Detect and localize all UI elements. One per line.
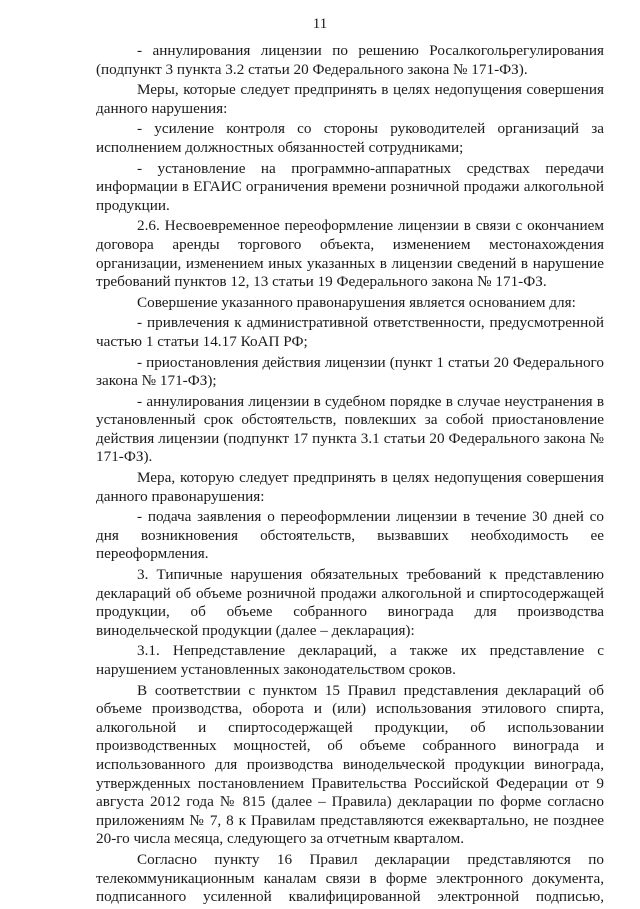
paragraph: - приостановления действия лицензии (пункт 1 статьи 20 Федерального закона № 171-ФЗ); (96, 353, 604, 390)
paragraph: 2.6. Несвоевременное переоформление лицензии в связи с окончанием договора аренды торгового объекта, изменением местонахождения организации, изменением иных указанных в лицензии сведений в нарушение требований пунктов 12, 13 статьи 19 Федерального закона № 171-ФЗ. (96, 217, 604, 291)
section-heading-paragraph: 3. Типичные нарушения обязательных требований к представлению деклараций об объеме розничной продажи алкогольной и спиртосодержащей продукции, об объеме собранного винограда для производства винодельческой продукции (далее – декларация): (96, 566, 604, 639)
paragraph: Согласно пункту 16 Правил декларации представляются по телекоммуникационным каналам связи в форме электронного документа, подписанного усиленной квалифицированной электронной подписью, (96, 850, 604, 906)
paragraph: Совершение указанного правонарушения является основанием для: (137, 293, 576, 311)
subsection-heading-paragraph: 3.1. Непредставление деклараций, а также их представление с нарушением установленных законодательством сроков. (96, 642, 604, 678)
paragraph: - установление на программно-аппаратных средствах передачи информации в ЕГАИС ограничения времени розничной продажи алкогольной продукции. (96, 159, 604, 214)
paragraph: В соответствии с пунктом 15 Правил представления деклараций об объеме производства, оборота и (или) использования этилового спирта, алкогольной и спиртосодержащей продукции, об использовании производственных мощностей, об объеме собранного винограда и использованного для производства винодельческой продукции винограда, утвержденных постановлением Правительства Российской Федерации от 9 августа 2012 года № 815 (далее – Правила) декларации по форме согласно приложениям № 7, 8 к Правилам представляются ежеквартально, не позднее 20-го числа месяца, следующего за отчетным кварталом. (96, 681, 604, 848)
paragraph: - аннулирования лицензии по решению Росалкогольрегулирования (подпункт 3 пункта 3.2 статьи 20 Федерального закона № 171-ФЗ). (96, 42, 604, 78)
document-body (96, 42, 604, 909)
paragraph: - аннулирования лицензии в судебном порядке в случае неустранения в установленный срок обстоятельств, повлекших за собой приостановление действия лицензии (подпункт 17 пункта 3.1 статьи 20 Федерального закона № 171-ФЗ). (96, 392, 604, 466)
paragraph: - подача заявления о переоформлении лицензии в течение 30 дней со дня возникновения обстоятельств, вызвавших необходимость ее переоформления. (96, 508, 604, 563)
paragraph: - усиление контроля со стороны руководителей организаций за исполнением должностных обязанностей сотрудниками; (96, 120, 604, 156)
paragraph: Мера, которую следует предпринять в целях недопущения совершения данного правонарушения: (96, 469, 604, 505)
paragraph: - привлечения к административной ответственности, предусмотренной частью 1 статьи 14.17 КоАП РФ; (96, 314, 604, 350)
paragraph: Меры, которые следует предпринять в целях недопущения совершения данного нарушения: (96, 81, 604, 117)
page-number: 11 (312, 16, 328, 32)
